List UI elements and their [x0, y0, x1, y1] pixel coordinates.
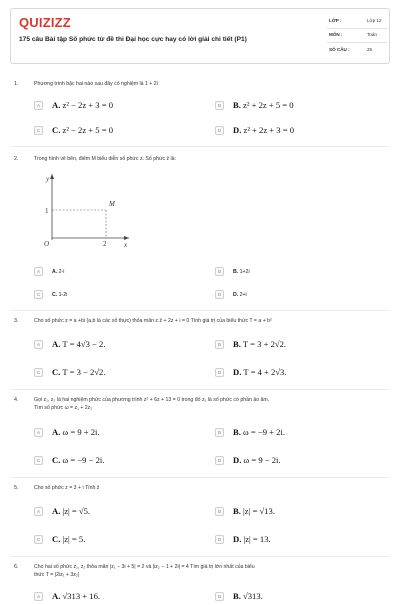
option-c[interactable]	[34, 535, 174, 548]
question-number: 1.	[14, 81, 19, 87]
option-label: D.	[233, 125, 242, 135]
option-badge: A	[34, 340, 43, 349]
option-label: B.	[233, 506, 241, 516]
option-b[interactable]	[215, 428, 355, 441]
option-a[interactable]	[34, 592, 174, 605]
option-text: 2-i	[58, 269, 65, 275]
question-text: Phương trình bậc hai nào sau đây có nghiệm là 1 + 2i	[34, 81, 158, 87]
option-b[interactable]	[215, 101, 355, 114]
option-d[interactable]	[215, 126, 355, 139]
question-number: 5.	[14, 485, 19, 491]
divider	[327, 42, 387, 43]
option-badge: B	[215, 340, 224, 349]
option-label: B.	[233, 100, 241, 110]
option-badge: C	[34, 535, 43, 544]
option-c[interactable]	[34, 290, 174, 303]
document-title: 175 câu Bài tập Số phức từ đề thi Đại học cực hay có lời giải chi tiết (P1)	[19, 36, 247, 43]
complex-plane-figure	[34, 168, 134, 248]
option-text: |z| = 13.	[243, 534, 271, 544]
option-label: D.	[233, 292, 239, 298]
option-label: B.	[233, 269, 239, 275]
y-axis-label: y	[46, 175, 50, 183]
option-a[interactable]	[34, 340, 174, 353]
x-axis-label: x	[124, 241, 128, 248]
option-badge: A	[34, 267, 43, 276]
option-a[interactable]	[34, 267, 174, 280]
option-b[interactable]	[215, 507, 355, 520]
option-label: B.	[233, 591, 241, 601]
option-label: D.	[233, 534, 242, 544]
option-text: z² − 2z + 3 = 0	[62, 100, 114, 110]
option-text: ω = 9 + 2i.	[62, 427, 100, 437]
option-badge: C	[34, 368, 43, 377]
question-text: Cho số phức z = a +bi (a,b là các số thực) thỏa mãn z.z̄ + 2z + i = 0 Tính giá trị của biểu thức T = a + b²	[34, 318, 272, 324]
option-a[interactable]	[34, 101, 174, 114]
divider	[10, 389, 390, 390]
point-label: M	[109, 200, 115, 208]
y-tick-label: 1	[45, 207, 49, 215]
divider	[10, 310, 390, 311]
option-badge: A	[34, 507, 43, 516]
origin-label: O	[44, 240, 50, 248]
x-tick-label: 2	[103, 240, 107, 248]
question-number: 3.	[14, 318, 19, 324]
meta-label: MÔN :	[329, 32, 343, 37]
option-badge: A	[34, 428, 43, 437]
option-label: A.	[52, 427, 61, 437]
option-text: |z| = 5.	[62, 534, 86, 544]
meta-label: LỚP :	[329, 18, 342, 23]
option-a[interactable]	[34, 507, 174, 520]
option-text: √313.	[243, 591, 263, 601]
option-text: T = 4√3 − 2.	[62, 339, 106, 349]
option-text: T = 4 + 2√3.	[243, 367, 287, 377]
question-number: 4.	[14, 397, 19, 403]
option-badge: D	[215, 126, 224, 135]
option-a[interactable]	[34, 428, 174, 441]
option-c[interactable]	[34, 456, 174, 469]
option-badge: B	[215, 267, 224, 276]
option-label: C.	[52, 292, 58, 298]
option-badge: C	[34, 126, 43, 135]
option-text: z² + 2z + 3 = 0	[243, 125, 295, 135]
divider	[327, 28, 387, 29]
question-text: Gọi z₁, z₂ là hai nghiệm phức của phương trình z² + 6z + 13 = 0 trong đó z₁ là số phức có phần ảo âm.	[34, 397, 270, 403]
option-text: T = 3 + 2√2.	[242, 339, 287, 349]
option-label: A.	[52, 100, 61, 110]
option-badge: B	[215, 507, 224, 516]
option-badge: D	[215, 456, 224, 465]
meta-value: Lớp 12	[367, 18, 382, 23]
option-badge: C	[34, 290, 43, 299]
option-badge: D	[215, 290, 224, 299]
divider	[10, 556, 390, 557]
option-badge: A	[34, 592, 43, 601]
option-badge: A	[34, 101, 43, 110]
option-label: A.	[52, 591, 61, 601]
option-label: C.	[52, 367, 61, 377]
divider	[10, 477, 390, 478]
option-badge: D	[215, 368, 224, 377]
option-b[interactable]	[215, 267, 355, 280]
option-text: |z| = √5.	[62, 506, 91, 516]
option-d[interactable]	[215, 456, 355, 469]
option-label: C.	[52, 534, 61, 544]
option-label: A.	[52, 269, 58, 275]
meta-label: SỐ CÂU :	[329, 47, 350, 52]
quizizz-logo: QUIZIZZ	[19, 15, 71, 30]
option-label: B.	[233, 339, 241, 349]
question-number: 2.	[14, 156, 19, 162]
question-text: Cho số phức z = 3 + i Tính z̄	[34, 485, 100, 491]
option-text: ω = −9 + 2i.	[243, 427, 285, 437]
option-text: √313 + 16.	[62, 591, 101, 601]
option-d[interactable]	[215, 535, 355, 548]
option-c[interactable]	[34, 126, 174, 139]
option-badge: B	[215, 101, 224, 110]
option-text: ω = −9 − 2i.	[62, 455, 105, 465]
option-label: D.	[233, 455, 242, 465]
divider	[10, 146, 390, 147]
option-text: z² − 2z + 5 = 0	[62, 125, 114, 135]
option-d[interactable]	[215, 368, 355, 381]
meta-value: 25	[367, 47, 373, 52]
option-c[interactable]	[34, 368, 174, 381]
option-label: C.	[52, 125, 61, 135]
question-text-continued: thức T = |2iz₁ + 3z₂|	[34, 572, 80, 578]
option-label: C.	[52, 455, 61, 465]
option-label: A.	[52, 339, 61, 349]
option-badge: B	[215, 592, 224, 601]
option-badge: B	[215, 428, 224, 437]
document-header	[10, 8, 390, 64]
option-text: z² + 2z + 5 = 0	[243, 100, 294, 110]
option-b[interactable]	[215, 340, 355, 353]
meta-value: Toán	[367, 32, 377, 37]
option-text: 1-2i	[58, 292, 68, 298]
option-badge: D	[215, 535, 224, 544]
option-text: T = 3 − 2√2.	[62, 367, 106, 377]
option-b[interactable]	[215, 592, 355, 605]
question-number: 6.	[14, 564, 19, 570]
option-text: ω = 9 − 2i.	[243, 455, 281, 465]
complex-plane-svg	[34, 168, 134, 248]
option-d[interactable]	[215, 290, 355, 303]
option-label: A.	[52, 506, 61, 516]
question-text: Trong hình vẽ bên, điểm M biểu diễn số phức z. Số phức z̄ là:	[34, 156, 176, 162]
option-label: D.	[233, 367, 242, 377]
option-text: |z| = √13.	[243, 506, 275, 516]
question-text: Cho hai số phức z₁, z₂ thỏa mãn |z₁ − 3i + 5| = 2 và |iz₂ − 1 + 2i| = 4 Tìm giá trị lớn nhất của biểu	[34, 564, 255, 570]
question-text-continued: Tìm số phức ω = z₁ + 2z₂	[34, 405, 93, 411]
option-label: B.	[233, 427, 241, 437]
option-text: 2+i	[239, 292, 247, 298]
option-text: 1+2i	[239, 269, 250, 275]
option-badge: C	[34, 456, 43, 465]
